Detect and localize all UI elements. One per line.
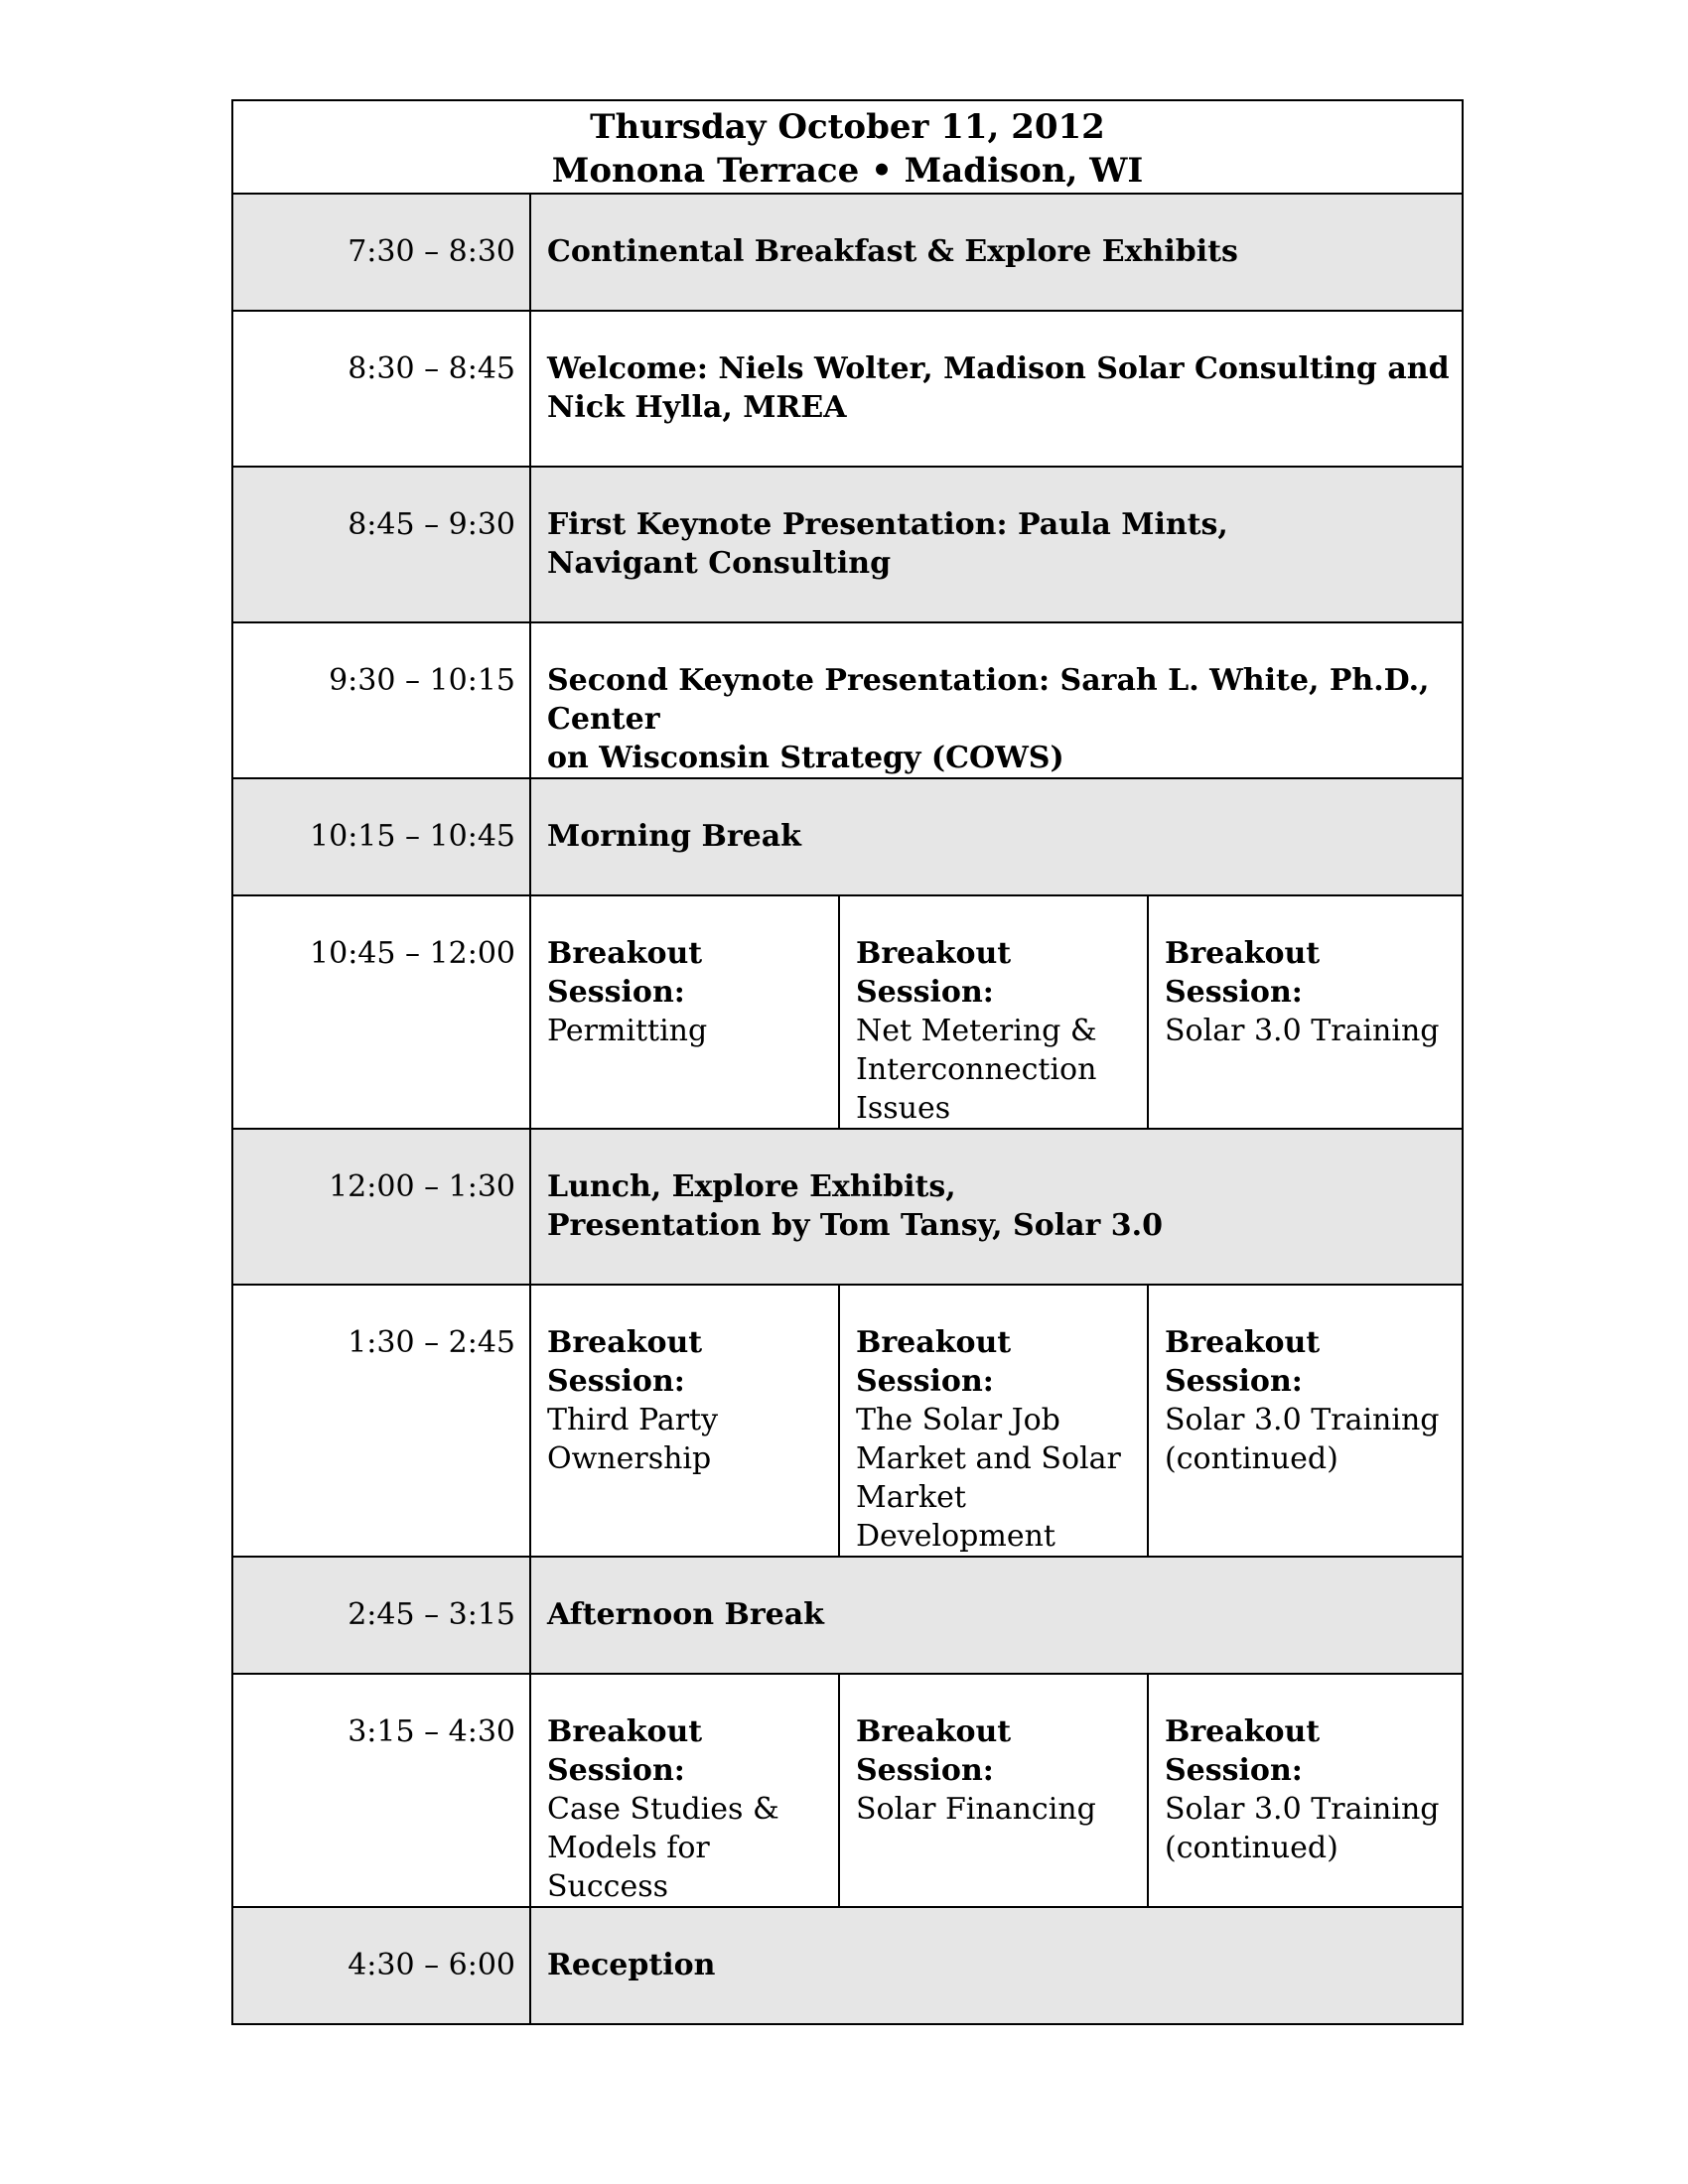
event-line: Welcome: Niels Wolter, Madison Solar Consulting and [547, 351, 1450, 386]
breakout-topic: The Solar Job [856, 1403, 1060, 1437]
breakout-cell [839, 895, 1148, 1129]
breakout-label: Breakout Session: [547, 1325, 703, 1399]
breakout-topic: Solar 3.0 Training [1165, 1792, 1440, 1827]
time-cell: 3:15 – 4:30 [232, 1674, 530, 1907]
time-cell: 10:15 – 10:45 [232, 778, 530, 895]
breakout-topic: Development [856, 1519, 1055, 1554]
event-line: Lunch, Explore Exhibits, [547, 1169, 956, 1204]
time-cell: 7:30 – 8:30 [232, 194, 530, 311]
schedule-table [231, 99, 1464, 2025]
breakout-cell [1148, 1285, 1463, 1557]
breakout-topic: Net Metering & [856, 1014, 1097, 1048]
breakout-label: Breakout Session: [1165, 936, 1321, 1010]
breakout-label: Breakout Session: [856, 1714, 1012, 1788]
schedule-header [232, 100, 1463, 194]
schedule-row [232, 1907, 1463, 2024]
breakout-topic: Market and Solar [856, 1441, 1121, 1476]
breakout-cell [839, 1674, 1148, 1907]
event-cell [530, 1907, 1463, 2024]
breakout-label: Breakout Session: [1165, 1325, 1321, 1399]
breakout-topic: Case Studies & [547, 1792, 779, 1827]
time-cell: 9:30 – 10:15 [232, 622, 530, 778]
event-line: on Wisconsin Strategy (COWS) [547, 741, 1064, 775]
event-line: Continental Breakfast & Explore Exhibits [547, 234, 1238, 269]
breakout-topic: Ownership [547, 1441, 712, 1476]
event-cell [530, 622, 1463, 778]
time-cell: 12:00 – 1:30 [232, 1129, 530, 1285]
time-cell: 10:45 – 12:00 [232, 895, 530, 1129]
breakout-topic: (continued) [1165, 1441, 1338, 1476]
breakout-cell [1148, 1674, 1463, 1907]
event-cell [530, 311, 1463, 467]
event-line: Afternoon Break [547, 1597, 824, 1632]
event-line: Second Keynote Presentation: Sarah L. White, Ph.D., Center [547, 663, 1430, 737]
header-date: Thursday October 11, 2012 [590, 107, 1105, 147]
event-line: Morning Break [547, 819, 801, 854]
event-line: Presentation by Tom Tansy, Solar 3.0 [547, 1208, 1163, 1243]
schedule-header-row [232, 100, 1463, 194]
schedule-row [232, 467, 1463, 622]
time-cell: 8:45 – 9:30 [232, 467, 530, 622]
breakout-topic: Issues [856, 1091, 951, 1126]
schedule-row [232, 622, 1463, 778]
breakout-topic: Solar Financing [856, 1792, 1096, 1827]
breakout-label: Breakout Session: [1165, 1714, 1321, 1788]
event-cell [530, 1129, 1463, 1285]
breakout-cell [530, 895, 839, 1129]
schedule-row [232, 1285, 1463, 1557]
breakout-topic: (continued) [1165, 1831, 1338, 1865]
breakout-topic: Solar 3.0 Training [1165, 1403, 1440, 1437]
schedule-row [232, 1557, 1463, 1674]
event-line: Navigant Consulting [547, 546, 892, 581]
breakout-label: Breakout Session: [547, 936, 703, 1010]
schedule-row [232, 1674, 1463, 1907]
breakout-topic: Permitting [547, 1014, 708, 1048]
time-cell: 4:30 – 6:00 [232, 1907, 530, 2024]
event-cell [530, 1557, 1463, 1674]
event-line: First Keynote Presentation: Paula Mints, [547, 507, 1228, 542]
event-cell [530, 194, 1463, 311]
schedule-row [232, 895, 1463, 1129]
breakout-cell [839, 1285, 1148, 1557]
breakout-topic: Solar 3.0 Training [1165, 1014, 1440, 1048]
event-cell [530, 467, 1463, 622]
event-line: Nick Hylla, MREA [547, 390, 847, 425]
breakout-cell [1148, 895, 1463, 1129]
breakout-topic: Interconnection [856, 1052, 1097, 1087]
breakout-topic: Third Party [547, 1403, 719, 1437]
header-venue: Monona Terrace • Madison, WI [551, 151, 1144, 191]
event-cell [530, 778, 1463, 895]
breakout-label: Breakout Session: [547, 1714, 703, 1788]
breakout-cell [530, 1674, 839, 1907]
schedule-row [232, 778, 1463, 895]
breakout-cell [530, 1285, 839, 1557]
breakout-topic: Market [856, 1480, 966, 1515]
schedule-row [232, 194, 1463, 311]
time-cell: 8:30 – 8:45 [232, 311, 530, 467]
breakout-topic: Models for Success [547, 1831, 710, 1904]
time-cell: 2:45 – 3:15 [232, 1557, 530, 1674]
schedule-row [232, 1129, 1463, 1285]
event-line: Reception [547, 1948, 716, 1982]
breakout-label: Breakout Session: [856, 936, 1012, 1010]
time-cell: 1:30 – 2:45 [232, 1285, 530, 1557]
breakout-label: Breakout Session: [856, 1325, 1012, 1399]
schedule-row [232, 311, 1463, 467]
